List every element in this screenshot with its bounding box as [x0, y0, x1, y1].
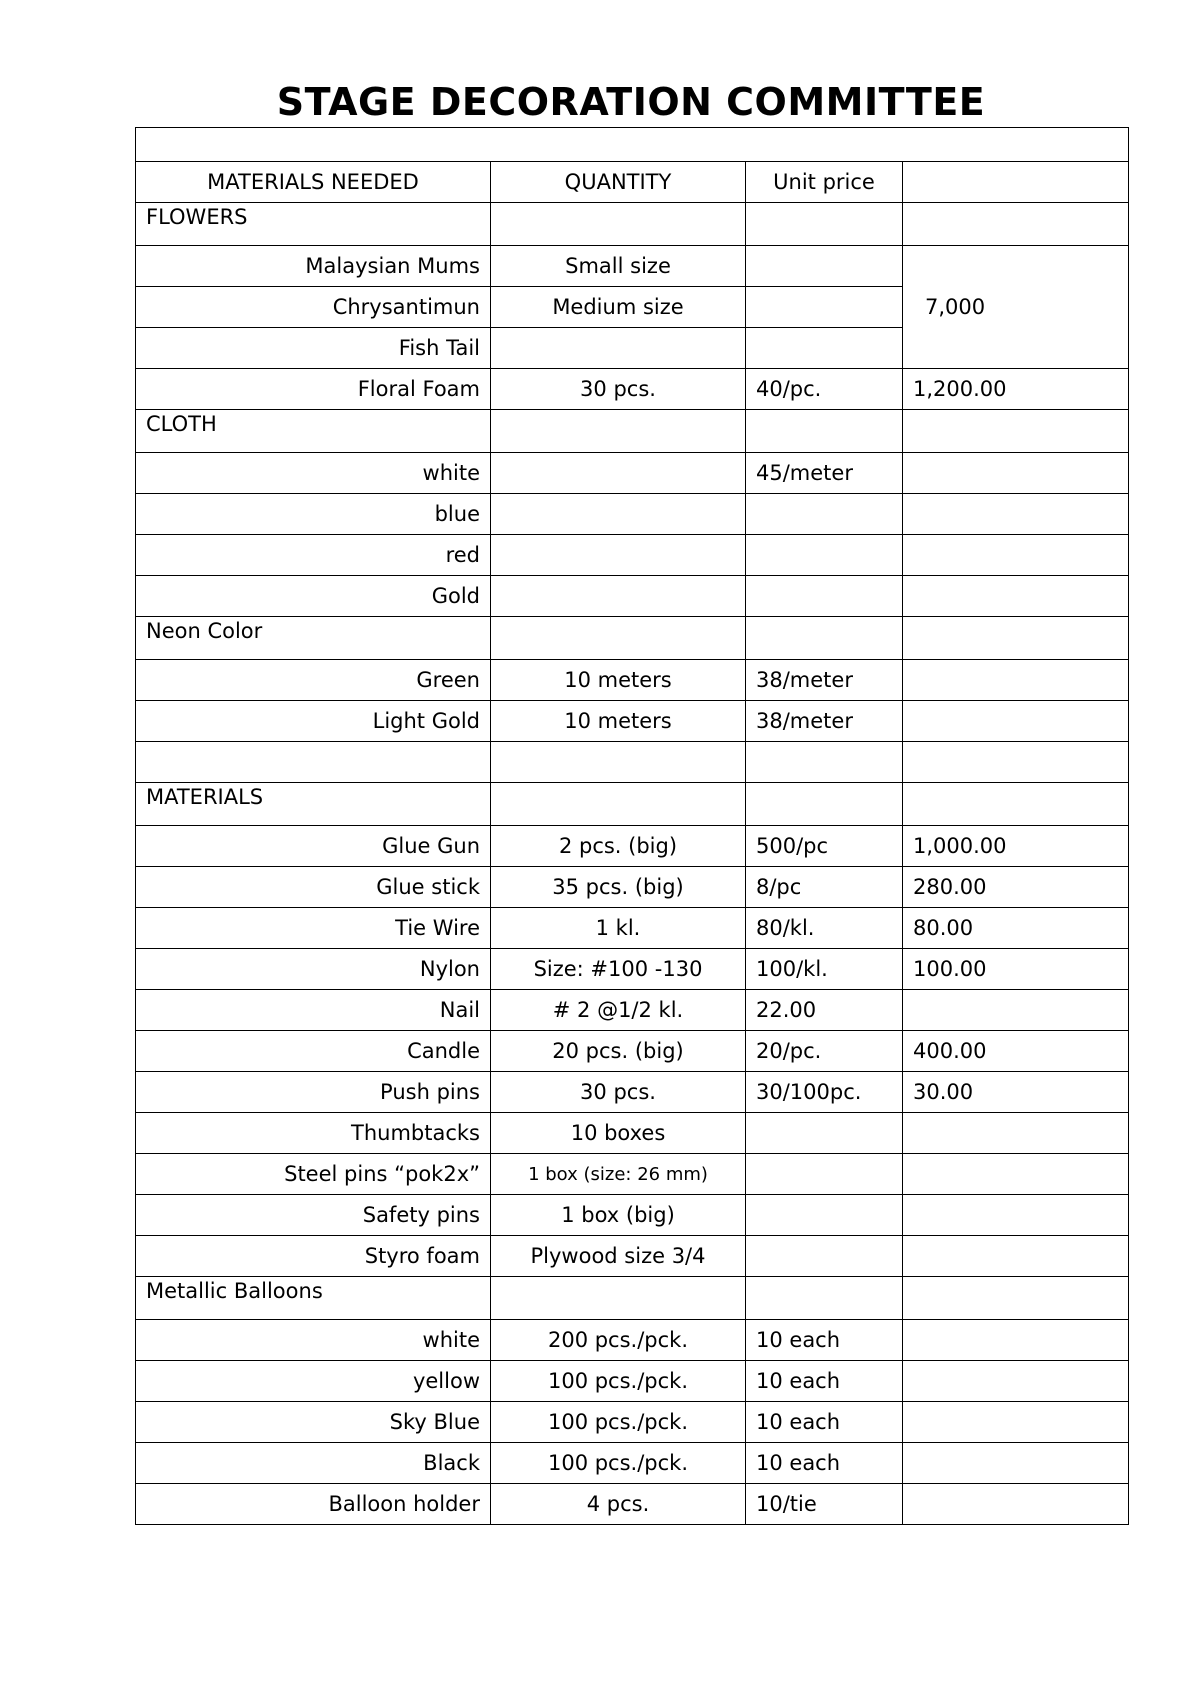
material-name: Green [136, 660, 491, 701]
quantity-cell: 20 pcs. (big) [491, 1031, 746, 1072]
empty-row [136, 742, 1129, 783]
table-row [136, 1195, 1129, 1236]
amount-cell: 280.00 [903, 867, 1129, 908]
materials-table-body [136, 128, 1129, 1525]
amount-cell: 100.00 [903, 949, 1129, 990]
unit-price-cell [746, 1154, 903, 1195]
material-name: white [136, 453, 491, 494]
header-amount [903, 162, 1129, 203]
quantity-cell: 1 box (big) [491, 1195, 746, 1236]
amount-cell [903, 1154, 1129, 1195]
table-row [136, 246, 1129, 287]
unit-price-cell: 10 each [746, 1443, 903, 1484]
amount-cell [903, 1113, 1129, 1154]
table-row [136, 1402, 1129, 1443]
table-row [136, 701, 1129, 742]
table-row [136, 369, 1129, 410]
amount-cell [903, 1236, 1129, 1277]
material-name: Glue stick [136, 867, 491, 908]
quantity-cell: Medium size [491, 287, 746, 328]
quantity-cell: 35 pcs. (big) [491, 867, 746, 908]
table-row [136, 453, 1129, 494]
quantity-cell: 10 boxes [491, 1113, 746, 1154]
material-name: Black [136, 1443, 491, 1484]
amount-cell [903, 990, 1129, 1031]
unit-price-cell [746, 535, 903, 576]
quantity-cell: 100 pcs./pck. [491, 1443, 746, 1484]
material-name: Chrysantimun [136, 287, 491, 328]
quantity-cell: 2 pcs. (big) [491, 826, 746, 867]
category-row-flowers [136, 203, 1129, 246]
amount-cell [903, 1402, 1129, 1443]
header-quantity: QUANTITY [491, 162, 746, 203]
material-name: Floral Foam [136, 369, 491, 410]
table-row [136, 1031, 1129, 1072]
material-name: blue [136, 494, 491, 535]
category-label: MATERIALS [136, 783, 491, 826]
category-label: Metallic Balloons [136, 1277, 491, 1320]
quantity-cell [491, 328, 746, 369]
table-row [136, 1443, 1129, 1484]
unit-price-cell: 10 each [746, 1402, 903, 1443]
unit-price-cell: 10 each [746, 1361, 903, 1402]
quantity-cell: 100 pcs./pck. [491, 1361, 746, 1402]
amount-cell [903, 1443, 1129, 1484]
unit-price-cell [746, 287, 903, 328]
amount-cell [903, 494, 1129, 535]
amount-cell [903, 1361, 1129, 1402]
material-name: yellow [136, 1361, 491, 1402]
material-name: Push pins [136, 1072, 491, 1113]
quantity-cell: 4 pcs. [491, 1484, 746, 1525]
document-title: STAGE DECORATION COMMITTEE [276, 80, 986, 124]
quantity-cell: 1 box (size: 26 mm) [491, 1154, 746, 1195]
amount-cell [903, 701, 1129, 742]
quantity-cell [491, 453, 746, 494]
material-name: Styro foam [136, 1236, 491, 1277]
category-row-materials [136, 783, 1129, 826]
unit-price-cell: 30/100pc. [746, 1072, 903, 1113]
unit-price-cell: 38/meter [746, 660, 903, 701]
table-row [136, 990, 1129, 1031]
table-row [136, 1320, 1129, 1361]
unit-price-cell: 38/meter [746, 701, 903, 742]
quantity-cell: 10 meters [491, 660, 746, 701]
table-row [136, 535, 1129, 576]
material-name: Malaysian Mums [136, 246, 491, 287]
blank-row [136, 128, 1129, 162]
material-name: Light Gold [136, 701, 491, 742]
quantity-cell: Size: #100 -130 [491, 949, 746, 990]
unit-price-cell [746, 1113, 903, 1154]
quantity-cell [491, 535, 746, 576]
amount-cell [903, 535, 1129, 576]
header-materials: MATERIALS NEEDED [136, 162, 491, 203]
quantity-cell: Small size [491, 246, 746, 287]
unit-price-cell: 10/tie [746, 1484, 903, 1525]
material-name: Steel pins “pok2x” [136, 1154, 491, 1195]
unit-price-cell [746, 246, 903, 287]
unit-price-cell: 100/kl. [746, 949, 903, 990]
amount-cell [903, 576, 1129, 617]
material-name: Safety pins [136, 1195, 491, 1236]
material-name: Balloon holder [136, 1484, 491, 1525]
amount-cell [903, 1320, 1129, 1361]
table-row [136, 1072, 1129, 1113]
table-row [136, 1113, 1129, 1154]
unit-price-cell [746, 494, 903, 535]
amount-cell [903, 453, 1129, 494]
header-unit-price: Unit price [746, 162, 903, 203]
quantity-cell: 1 kl. [491, 908, 746, 949]
material-name: Gold [136, 576, 491, 617]
flowers-amount-merged-cell: 7,000 [903, 246, 1129, 369]
table-row [136, 1154, 1129, 1195]
unit-price-cell: 500/pc [746, 826, 903, 867]
unit-price-cell: 20/pc. [746, 1031, 903, 1072]
material-name: Sky Blue [136, 1402, 491, 1443]
quantity-cell [491, 576, 746, 617]
unit-price-cell: 80/kl. [746, 908, 903, 949]
table-row [136, 826, 1129, 867]
table-row [136, 867, 1129, 908]
quantity-cell [491, 494, 746, 535]
table-row [136, 576, 1129, 617]
material-name: Fish Tail [136, 328, 491, 369]
unit-price-cell: 45/meter [746, 453, 903, 494]
amount-cell: 1,200.00 [903, 369, 1129, 410]
table-row [136, 1361, 1129, 1402]
unit-price-cell: 22.00 [746, 990, 903, 1031]
quantity-cell: # 2 @1/2 kl. [491, 990, 746, 1031]
table-row [136, 660, 1129, 701]
material-name: Thumbtacks [136, 1113, 491, 1154]
materials-table [135, 127, 1129, 1525]
quantity-cell: 30 pcs. [491, 1072, 746, 1113]
unit-price-cell [746, 1236, 903, 1277]
material-name: Glue Gun [136, 826, 491, 867]
amount-cell: 1,000.00 [903, 826, 1129, 867]
unit-price-cell [746, 576, 903, 617]
quantity-cell: 200 pcs./pck. [491, 1320, 746, 1361]
category-label: CLOTH [136, 410, 491, 453]
blank-cell [136, 128, 1129, 162]
material-name: red [136, 535, 491, 576]
table-row [136, 908, 1129, 949]
quantity-cell: Plywood size 3/4 [491, 1236, 746, 1277]
category-row-cloth [136, 410, 1129, 453]
amount-cell [903, 1484, 1129, 1525]
material-name: Nylon [136, 949, 491, 990]
unit-price-cell: 8/pc [746, 867, 903, 908]
amount-cell: 400.00 [903, 1031, 1129, 1072]
amount-cell: 80.00 [903, 908, 1129, 949]
unit-price-cell [746, 328, 903, 369]
header-row [136, 162, 1129, 203]
material-name: Tie Wire [136, 908, 491, 949]
category-row-neon-color [136, 617, 1129, 660]
amount-cell: 30.00 [903, 1072, 1129, 1113]
quantity-cell: 30 pcs. [491, 369, 746, 410]
material-name: Nail [136, 990, 491, 1031]
table-row [136, 1236, 1129, 1277]
unit-price-cell [746, 1195, 903, 1236]
category-row-metallic-balloons [136, 1277, 1129, 1320]
unit-price-cell: 40/pc. [746, 369, 903, 410]
table-row [136, 494, 1129, 535]
category-label: Neon Color [136, 617, 491, 660]
unit-price-cell: 10 each [746, 1320, 903, 1361]
quantity-cell: 10 meters [491, 701, 746, 742]
quantity-cell: 100 pcs./pck. [491, 1402, 746, 1443]
category-label: FLOWERS [136, 203, 491, 246]
material-name: Candle [136, 1031, 491, 1072]
table-row [136, 1484, 1129, 1525]
amount-cell [903, 660, 1129, 701]
table-row [136, 949, 1129, 990]
material-name: white [136, 1320, 491, 1361]
amount-cell [903, 1195, 1129, 1236]
